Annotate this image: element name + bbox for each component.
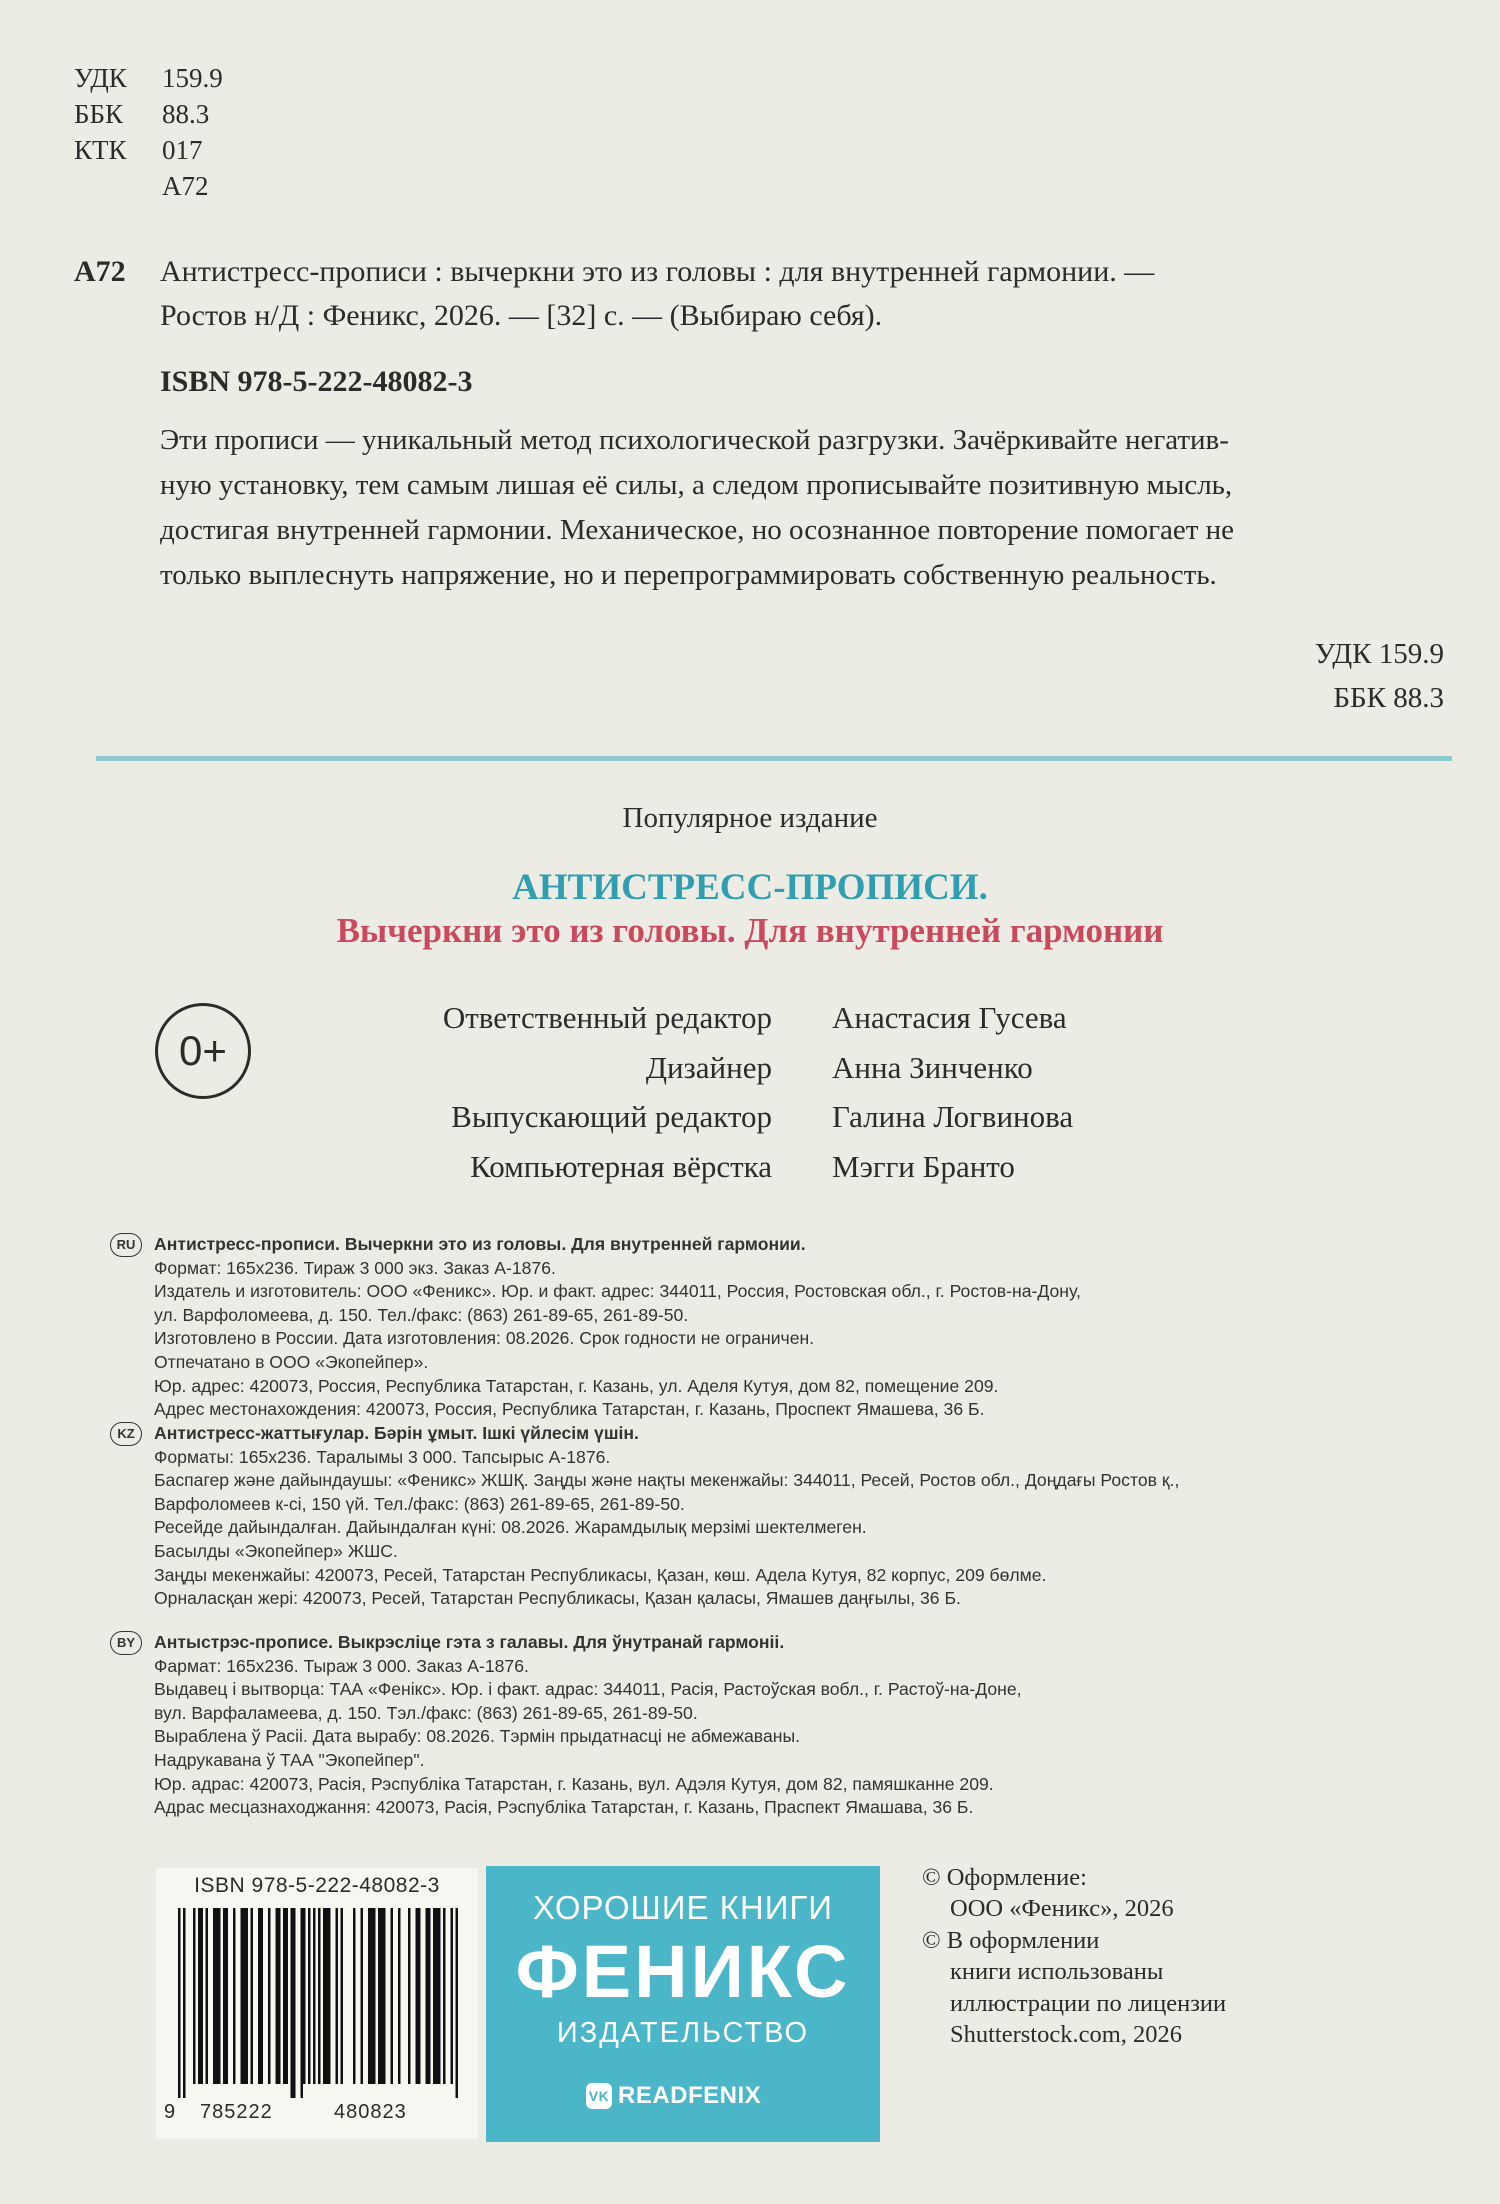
barcode-digits-right: 480823 [334, 2101, 407, 2123]
barcode-bar [193, 1908, 196, 2084]
barcode-bar [278, 1908, 281, 2084]
barcode-bar [198, 1908, 201, 2084]
imprint-line: Изготовлено в России. Дата изготовления: 08.2026. Срок годности не ограничен. [154, 1328, 815, 1349]
copyright-line: Shutterstock.com, 2026 [950, 2021, 1183, 2049]
barcode-bar [226, 1908, 229, 2084]
imprint-body [154, 1422, 1179, 1611]
barcode-bar [341, 1908, 344, 2084]
imprint-line: Фармат: 165х236. Тыраж 3 000. Заказ А-1876. [154, 1655, 529, 1676]
barcode-bar [326, 1908, 329, 2084]
imprint-line: Орналасқан жері: 420073, Ресей, Татарстан Республикасы, Қазан қаласы, Ямашев даңғылы, 36 Б. [154, 1588, 961, 1609]
language-badge-ru: RU [110, 1233, 142, 1257]
barcode-bar [336, 1908, 339, 2084]
barcode-bar [308, 1908, 311, 2084]
language-badge-by: BY [110, 1631, 142, 1655]
imprint-body [154, 1233, 1081, 1422]
barcode-bar [353, 1908, 356, 2084]
code-key: КТК [74, 135, 127, 165]
credit-name: Галина Логвинова [832, 1099, 1074, 1134]
barcode-bar [223, 1908, 226, 2084]
barcode-bars [178, 1908, 464, 2098]
imprint-line: Антистресс-прописи. Вычеркни это из головы. Для внутренней гармонии. [154, 1234, 806, 1254]
imprint-line: Выраблена ў Расіі. Дата вырабу: 08.2026. Тэрмін прыдатнасці не абмежаваны. [154, 1726, 800, 1747]
barcode-bar [251, 1908, 254, 2084]
imprint-line: Выдавец і вытворца: ТАА «Фенікс». Юр. і факт. адрас: 344011, Расія, Растоўская вобл., г. Растоў-на-Доне, [154, 1679, 1022, 1700]
credit-role: Дизайнер [645, 1049, 772, 1085]
barcode-bar [443, 1908, 446, 2084]
imprint-line: Адрес местонахождения: 420073, Россия, Республика Татарстан, г. Казань, Проспект Ямашева, 36 Б. [154, 1399, 985, 1420]
barcode-bar [291, 1908, 294, 2098]
barcode-bar [383, 1908, 386, 2084]
isbn: ISBN 978-5-222-48082-3 [160, 365, 473, 398]
imprint-line: Формат: 165х236. Тираж 3 000 экз. Заказ А-1876. [154, 1257, 556, 1278]
logo-social [586, 2081, 761, 2111]
barcode-bar [451, 1908, 454, 2084]
barcode-bar [456, 1908, 459, 2098]
credit-role: Компьютерная вёрстка [470, 1148, 772, 1184]
barcode-bar [428, 1908, 431, 2084]
book-subtitle: Вычеркни это из головы. Для внутренней гармонии [336, 911, 1164, 950]
annotation-line: достигая внутренней гармонии. Механическое, но осознанное повторение помогает не [160, 514, 1235, 546]
barcode-bar [418, 1908, 421, 2084]
barcode-bar [408, 1908, 411, 2084]
barcode-bar [246, 1908, 249, 2084]
imprint-line: Заңды мекенжайы: 420073, Ресей, Татарстан Республикасы, Қазан, көш. Адела Кутуя, 82 корпус, 209 бөлме. [154, 1564, 1047, 1585]
barcode-bar [233, 1908, 236, 2084]
edition-type: Популярное издание [622, 802, 878, 834]
barcode-bar [283, 1908, 286, 2084]
code-row-udk [74, 60, 223, 96]
barcode-bar [368, 1908, 371, 2084]
credit-role: Выпускающий редактор [451, 1099, 772, 1134]
copyright-line: © Оформление: [922, 1864, 1087, 1891]
barcode-bar [313, 1908, 316, 2084]
imprint-line: Варфоломеев к-сі, 150 үй. Тел./факс: (863) 261-89-65, 261-89-50. [154, 1493, 685, 1514]
credits-roles [443, 993, 772, 1191]
bibliographic-description [160, 250, 1450, 338]
barcode-bar [213, 1908, 216, 2084]
barcode-bar [201, 1908, 204, 2084]
description-line: Ростов н/Д : Феникс, 2026. — [32] с. — (Выбираю себя). [160, 299, 883, 332]
barcode-bar [243, 1908, 246, 2084]
barcode-bar [438, 1908, 441, 2084]
credit-name: Анна Зинченко [832, 1049, 1033, 1085]
vk-icon: VK [586, 2083, 612, 2109]
barcode-bar [241, 1908, 244, 2084]
barcode-bar [293, 1908, 296, 2098]
barcode-bar [371, 1908, 374, 2084]
barcode-bar [183, 1908, 186, 2098]
imprint-line: Отпечатано в ООО «Экопейпер». [154, 1351, 429, 1372]
barcode-bar [301, 1908, 304, 2098]
credit-name: Анастасия Гусева [832, 1000, 1067, 1035]
barcode-bar [381, 1908, 384, 2084]
annotation [160, 418, 1450, 598]
barcode-bar [206, 1908, 209, 2084]
barcode-bar [373, 1908, 376, 2084]
publisher-logo [486, 1866, 880, 2142]
logo-caption: ИЗДАТЕЛЬСТВО [556, 2017, 810, 2049]
logo-name: ФЕНИКС [515, 1930, 851, 2013]
imprint-ru [110, 1233, 1081, 1422]
imprint-line: Антистресс-жаттығулар. Бәрін ұмыт. Ішкі үйлесім үшін. [154, 1423, 639, 1443]
code-row-ktk [74, 132, 223, 168]
barcode-bar [361, 1908, 364, 2084]
logo-tagline: ХОРОШИЕ КНИГИ [532, 1889, 834, 1926]
barcode-bar [218, 1908, 221, 2084]
imprint-line: Форматы: 165х236. Таралымы 3 000. Тапсырыс А-1876. [154, 1446, 611, 1467]
barcode [156, 1868, 478, 2139]
code-key [74, 168, 162, 204]
imprint-line: Юр. адрес: 420073, Россия, Республика Татарстан, г. Казань, ул. Аделя Кутуя, дом 82, помещение 209. [154, 1375, 999, 1396]
book-title: АНТИСТРЕСС-ПРОПИСИ. [512, 867, 988, 908]
barcode-bar [276, 1908, 279, 2084]
imprint-line: ул. Варфоломеева, д. 150. Тел./факс: (863) 261-89-65, 261-89-50. [154, 1304, 689, 1325]
imprint-line: Ресейде дайындалған. Дайындалған күні: 08.2026. Жарамдылық мерзімі шектелмеген. [154, 1517, 867, 1538]
barcode-bar [323, 1908, 326, 2084]
imprint-line: Антыстрэс-прописе. Выкрэсліце гэта з галавы. Для ўнутранай гармоніі. [154, 1632, 785, 1652]
code-value: 88.3 [162, 99, 210, 129]
credit-role: Ответственный редактор [442, 1000, 772, 1035]
barcode-bar [258, 1908, 261, 2084]
description-line: Антистресс-прописи : вычеркни это из головы : для внутренней гармонии. — [160, 255, 1155, 288]
imprint-line: Басылды «Экопейпер» ЖШС. [154, 1540, 398, 1561]
imprint-line: Надрукавана ў ТАА "Экопейпер". [154, 1749, 425, 1770]
barcode-bar [436, 1908, 439, 2084]
age-rating-badge: 0+ [155, 1003, 251, 1099]
imprint-line: вул. Варфаламеева, д. 150. Тэл./факс: (863) 261-89-65, 261-89-50. [154, 1702, 698, 1723]
imprint-line: Баспагер және дайындаушы: «Феникс» ЖШҚ. Заңды және нақты мекенжайы: 344011, Ресей, Ростов обл., Доңдағы Ростов қ., [154, 1470, 1180, 1491]
barcode-bar [303, 1908, 306, 2084]
barcode-bar [433, 1908, 436, 2084]
barcode-bar [391, 1908, 394, 2084]
barcode-bar [286, 1908, 289, 2084]
annotation-line: Эти прописи — уникальный метод психологической разгрузки. Зачёркивайте негатив- [160, 424, 1229, 456]
section-divider [96, 756, 1452, 761]
classification-codes [74, 60, 223, 204]
barcode-bar [178, 1908, 181, 2098]
credit-name: Мэгги Бранто [832, 1148, 1015, 1184]
code-row-author-mark [74, 168, 223, 204]
udk-code: УДК 159.9 [1314, 638, 1444, 670]
annotation-line: ную установку, тем самым лишая её силы, а следом прописывайте позитивную мысль, [160, 469, 1233, 501]
code-key: УДК [74, 63, 127, 93]
copyright-line: © В оформлении [922, 1926, 1100, 1954]
bbk-code: ББК 88.3 [1333, 682, 1444, 714]
social-handle: READFENIX [618, 2082, 762, 2109]
copyright-notice [922, 1862, 1226, 2050]
imprint-kz [110, 1422, 1179, 1611]
code-row-bbk [74, 96, 223, 132]
copyright-line: иллюстрации по лицензии [950, 1989, 1227, 2017]
barcode-bar [416, 1908, 419, 2084]
barcode-bar [426, 1908, 429, 2084]
code-value: А72 [162, 171, 209, 201]
barcode-bar [398, 1908, 401, 2084]
index-codes-right [1315, 632, 1444, 720]
imprint-body [154, 1631, 1022, 1820]
language-badge-kz: KZ [110, 1422, 142, 1446]
copyright-line: ООО «Феникс», 2026 [950, 1895, 1174, 1923]
barcode-digit-first: 9 [164, 2101, 177, 2123]
barcode-bar [261, 1908, 264, 2084]
annotation-line: только выплеснуть напряжение, но и перепрограммировать собственную реальность. [160, 559, 1217, 591]
barcode-digits-left: 785222 [200, 2101, 273, 2123]
code-value: 017 [162, 135, 203, 165]
entry-author-mark: А72 [74, 255, 126, 288]
imprint-line: Юр. адрас: 420073, Расія, Рэспубліка Татарстан, г. Казань, вул. Адэля Кутуя, дом 82, памяшканне 209. [154, 1773, 994, 1794]
barcode-bar [318, 1908, 321, 2084]
barcode-bar [378, 1908, 381, 2084]
code-key: ББК [74, 99, 124, 129]
code-value: 159.9 [162, 63, 223, 93]
imprint-line: Издатель и изготовитель: ООО «Феникс». Юр. и факт. адрес: 344011, Россия, Ростовская обл., г. Ростов-на-Дону, [154, 1281, 1081, 1302]
imprint-line: Адрас месцазнаходжання: 420073, Расія, Рэспубліка Татарстан, г. Казань, Праспект Ямашава, 36 Б. [154, 1797, 974, 1818]
copyright-line: книги использованы [950, 1958, 1164, 1986]
barcode-isbn: ISBN 978-5-222-48082-3 [194, 1874, 440, 1897]
imprint-by [110, 1631, 1022, 1820]
barcode-bar [216, 1908, 219, 2084]
credits-names [832, 993, 1073, 1191]
barcode-bar [268, 1908, 271, 2084]
barcode-bar [328, 1908, 331, 2084]
